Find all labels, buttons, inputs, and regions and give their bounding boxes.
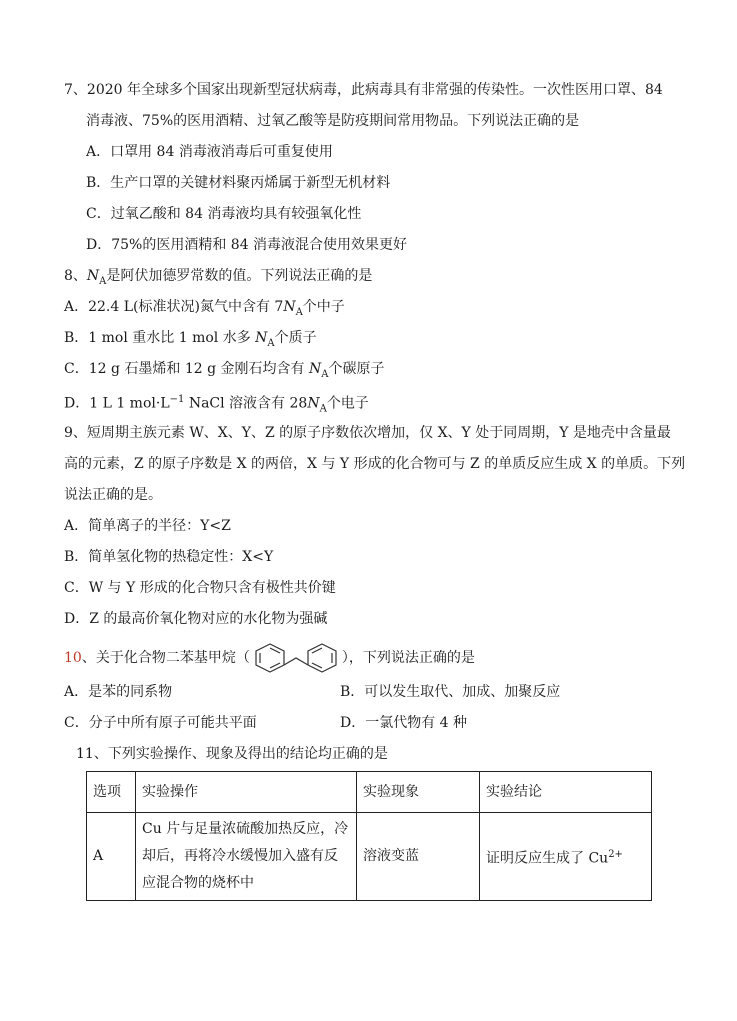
q8-na-symbol: N — [86, 268, 100, 284]
q7-option-c: C．过氧乙酸和 84 消毒液均具有较强氧化性 — [86, 206, 362, 222]
q8-option-a-tail: 个中子 — [302, 299, 345, 315]
header-option: 选项 — [87, 772, 136, 813]
q8-option-d-text: D．1 L 1 mol·L — [64, 395, 170, 412]
q8-option-a — [64, 297, 345, 323]
q7-stem-line2: 消毒液、75%的医用酒精、过氧乙酸等是防疫期间常用物品。下列说法正确的是 — [86, 113, 580, 129]
q8-option-d-na: N — [307, 395, 320, 412]
q9-stem-line3: 说法正确的是。 — [64, 487, 162, 503]
q7-stem-line1: 7、2020 年全球多个国家出现新型冠状病毒，此病毒具有非常强的传染性。一次性医用口罩、84 — [64, 82, 663, 98]
q8-number: 8、 — [64, 268, 87, 284]
header-phenomenon: 实验现象 — [357, 772, 480, 813]
q11-stem: 11、下列实验操作、现象及得出的结论均正确的是 — [76, 746, 388, 762]
q8-option-d-mid: NaCl 溶液含有 28 — [184, 395, 308, 412]
q8-option-d-exponent: −1 — [169, 394, 185, 405]
q8-option-b-na: N — [255, 330, 268, 346]
q10-option-a: A．是苯的同系物 — [64, 684, 173, 700]
q8-option-c-text: C．12 g 石墨烯和 12 g 金刚石均含有 — [64, 361, 309, 377]
q8-option-c-na: N — [308, 361, 322, 377]
q8-option-d — [64, 390, 369, 419]
row-a-conclusion — [480, 813, 652, 901]
q7-option-a: A．口罩用 84 消毒液消毒后可重复使用 — [86, 144, 333, 160]
q8-option-a-na: N — [283, 299, 296, 315]
q10-stem — [64, 640, 475, 676]
q10-option-b: B．可以发生取代、加成、加聚反应 — [340, 684, 561, 700]
q10-number: 10 — [64, 650, 82, 666]
q10-option-d: D．一氯代物有 4 种 — [340, 715, 468, 731]
header-conclusion: 实验结论 — [480, 772, 652, 813]
q9-stem-line2: 高的元素，Z 的原子序数是 X 的两倍，X 与 Y 形成的化合物可与 Z 的单质反应生成 X 的单质。下列 — [64, 456, 686, 472]
q7-option-d: D．75%的医用酒精和 84 消毒液混合使用效果更好 — [86, 237, 408, 253]
row-a-option: A — [87, 813, 136, 901]
row-a-phenomenon: 溶液变蓝 — [357, 813, 480, 901]
q8-option-b-na-sub: A — [267, 337, 275, 349]
table-header-row — [87, 772, 652, 813]
q9-option-d: D．Z 的最高价氧化物对应的水化物为强碱 — [64, 611, 328, 627]
q9-option-b: B．简单氢化物的热稳定性：X<Y — [64, 549, 274, 565]
q8-option-b-text: B．1 mol 重水比 1 mol 水多 — [64, 330, 256, 346]
row-a-conclusion-charge: 2+ — [608, 848, 623, 860]
q8-option-a-na-sub: A — [295, 306, 303, 318]
row-a-conclusion-text: 证明反应生成了 Cu — [486, 850, 609, 867]
q8-stem-text: 是阿伏加德罗常数的值。下列说法正确的是 — [106, 268, 373, 284]
q10-option-c: C．分子中所有原子可能共平面 — [64, 715, 257, 731]
q8-option-b-tail: 个质子 — [274, 330, 317, 346]
q9-option-c: C．W 与 Y 形成的化合物只含有极性共价键 — [64, 580, 336, 596]
q10-stem-pre: 、关于化合物二苯基甲烷（ — [81, 650, 250, 666]
q8-option-a-text: A．22.4 L(标准状况)氮气中含有 7 — [64, 299, 284, 315]
q8-option-c-na-sub: A — [321, 368, 329, 380]
q8-option-d-na-sub: A — [319, 403, 327, 415]
q8-na-subscript: A — [99, 275, 107, 287]
q9-stem-line1: 9、短周期主族元素 W、X、Y、Z 的原子序数依次增加，仅 X、Y 处于同周期，Y 是地壳中含量最 — [64, 425, 671, 441]
table-row — [87, 813, 652, 901]
q7-option-b: B．生产口罩的关键材料聚丙烯属于新型无机材料 — [86, 175, 391, 191]
q8-option-c-tail: 个碳原子 — [328, 361, 385, 377]
q8-option-d-tail: 个电子 — [326, 395, 369, 412]
header-operation: 实验操作 — [136, 772, 357, 813]
q10-stem-post: ），下列说法正确的是 — [341, 650, 475, 666]
row-a-operation: Cu 片与足量浓硫酸加热反应，冷却后，再将冷水缓慢加入盛有反应混合物的烧杯中 — [136, 813, 357, 901]
q8-stem — [64, 266, 372, 292]
q8-option-b — [64, 328, 317, 354]
q9-option-a: A．简单离子的半径：Y<Z — [64, 518, 231, 534]
experiment-table — [86, 771, 652, 901]
q8-option-c — [64, 359, 384, 385]
diphenylmethane-structure — [252, 640, 340, 676]
